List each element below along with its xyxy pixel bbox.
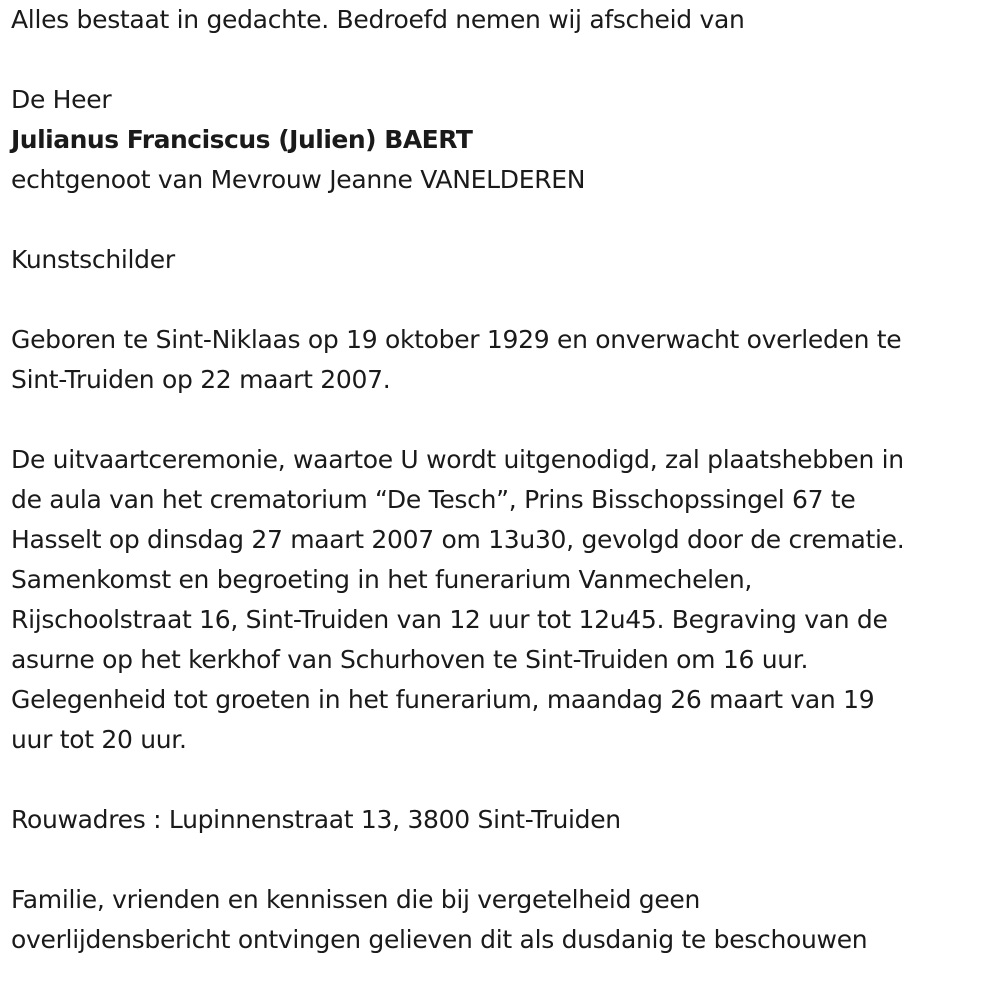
ceremony-line: Gelegenheid tot groeten in het funerarium, maandag 26 maart van 19 bbox=[11, 685, 875, 714]
spacer bbox=[11, 840, 991, 880]
ceremony-line: de aula van het crematorium “De Tesch”, Prins Bisschopssingel 67 te bbox=[11, 485, 856, 514]
closing-line: overlijdensbericht ontvingen gelieven dit als dusdanig te beschouwen bbox=[11, 925, 868, 954]
deceased-name: Julianus Franciscus (Julien) BAERT bbox=[11, 125, 473, 154]
birth-death-paragraph bbox=[11, 320, 991, 400]
ceremony-line: uur tot 20 uur. bbox=[11, 725, 187, 754]
birth-death-line: Geboren te Sint-Niklaas op 19 oktober 1929 en onverwacht overleden te bbox=[11, 325, 902, 354]
birth-death-line: Sint-Truiden op 22 maart 2007. bbox=[11, 365, 391, 394]
ceremony-line: Hasselt op dinsdag 27 maart 2007 om 13u30, gevolgd door de crematie. bbox=[11, 525, 905, 554]
mourning-address: Rouwadres : Lupinnenstraat 13, 3800 Sint-Truiden bbox=[11, 805, 621, 834]
spacer bbox=[11, 760, 991, 800]
obituary-document bbox=[11, 0, 991, 960]
ceremony-line: De uitvaartceremonie, waartoe U wordt uitgenodigd, zal plaatshebben in bbox=[11, 445, 904, 474]
spacer bbox=[11, 40, 991, 80]
closing-line: Familie, vrienden en kennissen die bij vergetelheid geen bbox=[11, 885, 701, 914]
closing-paragraph bbox=[11, 880, 991, 960]
spacer bbox=[11, 280, 991, 320]
profession: Kunstschilder bbox=[11, 245, 175, 274]
ceremony-line: Samenkomst en begroeting in het funerarium Vanmechelen, bbox=[11, 565, 753, 594]
ceremony-line: Rijschoolstraat 16, Sint-Truiden van 12 uur tot 12u45. Begraving van de bbox=[11, 605, 888, 634]
salutation: De Heer bbox=[11, 85, 112, 114]
opening-line: Alles bestaat in gedachte. Bedroefd nemen wij afscheid van bbox=[11, 5, 745, 34]
spacer bbox=[11, 400, 991, 440]
ceremony-paragraph bbox=[11, 440, 991, 760]
spacer bbox=[11, 200, 991, 240]
spouse-line: echtgenoot van Mevrouw Jeanne VANELDEREN bbox=[11, 165, 586, 194]
ceremony-line: asurne op het kerkhof van Schurhoven te Sint-Truiden om 16 uur. bbox=[11, 645, 809, 674]
